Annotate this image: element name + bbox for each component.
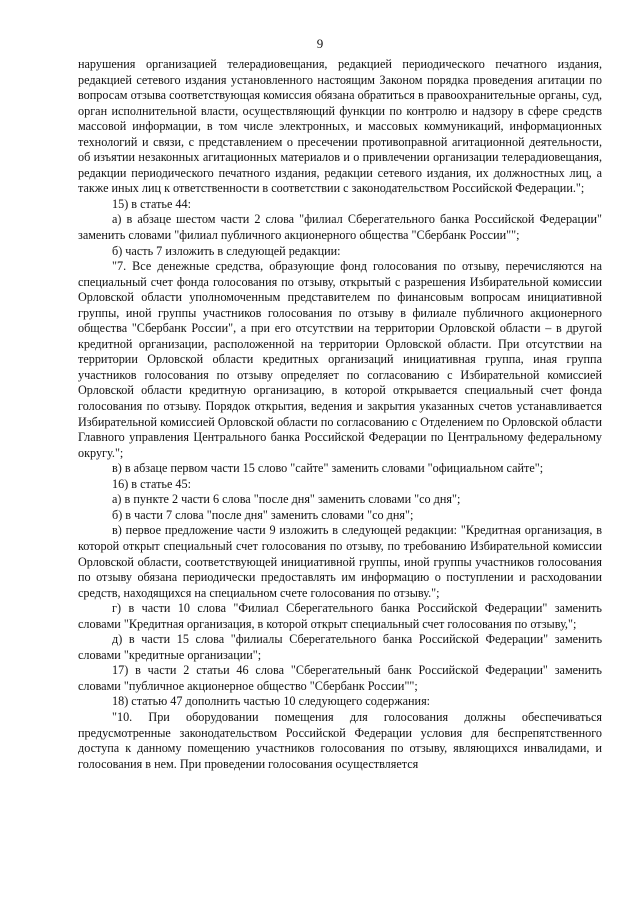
paragraph-item-16a: а) в пункте 2 части 6 слова "после дня" заменить словами "со дня"; (112, 492, 461, 507)
paragraph-part-7-text: "7. Все денежные средства, образующие фонд голосования по отзыву, перечисляются на специальный счет фонда голосования по отзыву, открытый с разрешения Избирательной комиссии Орловской области уполномоченным представителем по финансовым вопросам инициативной группы, иной группы участников голосования по отзыву в филиале публичного акционерного общества "Сбербанк России", а при его отсутствии на территории Орловской области – в другой кредитной организации, расположенной на территории Орловской области. При отсутствии на территории Орловской области кредитных организаций инициативная группа, иная группа участников голосования по отзыву определяет по согласованию с Избирательной комиссией Орловской области кредитную организацию, в которой открывается специальный счет фонда голосования по отзыву. Порядок открытия, ведения и закрытия указанных счетов устанавливается Избирательной комиссией Орловской области по согласованию с Отделением по Орловской области Главного управления Центрального банка Российской Федерации по Центральному федеральному округу."; (78, 259, 602, 460)
document-body (78, 57, 602, 772)
paragraph-item-16v: в) первое предложение части 9 изложить в следующей редакции: "Кредитная организация, в которой открыт специальный счет голосования по отзыву, по требованию Избирательной комиссии Орловской области, соответствующей инициативной группы, иной группы участников голосования по отзыву обязана периодически предоставлять им информацию о поступлении и расходовании средств, находящихся на специальном счете голосования по отзыву."; (78, 523, 602, 600)
paragraph-item-15: 15) в статье 44: (112, 196, 191, 211)
paragraph-continuation: нарушения организацией телерадиовещания, редакцией периодического печатного издания, редакцией сетевого издания установленного настоящим Законом порядка проведения агитации по вопросам отзыва соответствующая комиссия обязана обратиться в правоохранительные органы, суд, орган исполнительной власти, осуществляющий функции по контролю и надзору в сфере средств массовой информации, в том числе электронных, и массовых коммуникаций, информационных технологий и связи, с представлением о пресечении противоправной агитационной деятельности, об изъятии незаконных агитационных материалов и о привлечении организации телерадиовещания, редакции периодического печатного издания, редакции сетевого издания, их должностных лиц, а также иных лиц к ответственности в соответствии с законодательством Российской Федерации."; (78, 57, 602, 196)
paragraph-item-16b: б) в части 7 слова "после дня" заменить словами "со дня"; (112, 507, 414, 522)
paragraph-part-10-text: "10. При оборудовании помещения для голосования должны обеспечиваться предусмотренные законодательством Российской Федерации условия для беспрепятственного доступа к данному помещению участников голосования по отзыву, являющихся инвалидами, и голосования в нем. При проведении голосования осуществляется (78, 709, 602, 771)
paragraph-item-15b: б) часть 7 изложить в следующей редакции: (112, 243, 341, 258)
paragraph-item-16g: г) в части 10 слова "Филиал Сберегательного банка Российской Федерации" заменить словами "Кредитная организация, в которой открыт специальный счет голосования по отзыву,"; (78, 601, 602, 631)
paragraph-item-18: 18) статью 47 дополнить частью 10 следующего содержания: (112, 694, 431, 709)
paragraph-item-17: 17) в части 2 статьи 46 слова "Сберегательный банк Российской Федерации" заменить словами "публичное акционерное общество "Сбербанк России""; (78, 663, 602, 693)
paragraph-item-15v: в) в абзаце первом части 15 слово "сайте" заменить словами "официальном сайте"; (112, 461, 544, 476)
paragraph-item-16: 16) в статье 45: (112, 476, 191, 491)
page-number: 9 (316, 36, 324, 51)
paragraph-item-15a: а) в абзаце шестом части 2 слова "филиал Сберегательного банка Российской Федерации" заменить словами "филиал публичного акционерного общества "Сбербанк России""; (78, 212, 602, 243)
paragraph-item-16d: д) в части 15 слова "филиалы Сберегательного банка Российской Федерации" заменить словами "кредитные организации"; (78, 632, 602, 662)
